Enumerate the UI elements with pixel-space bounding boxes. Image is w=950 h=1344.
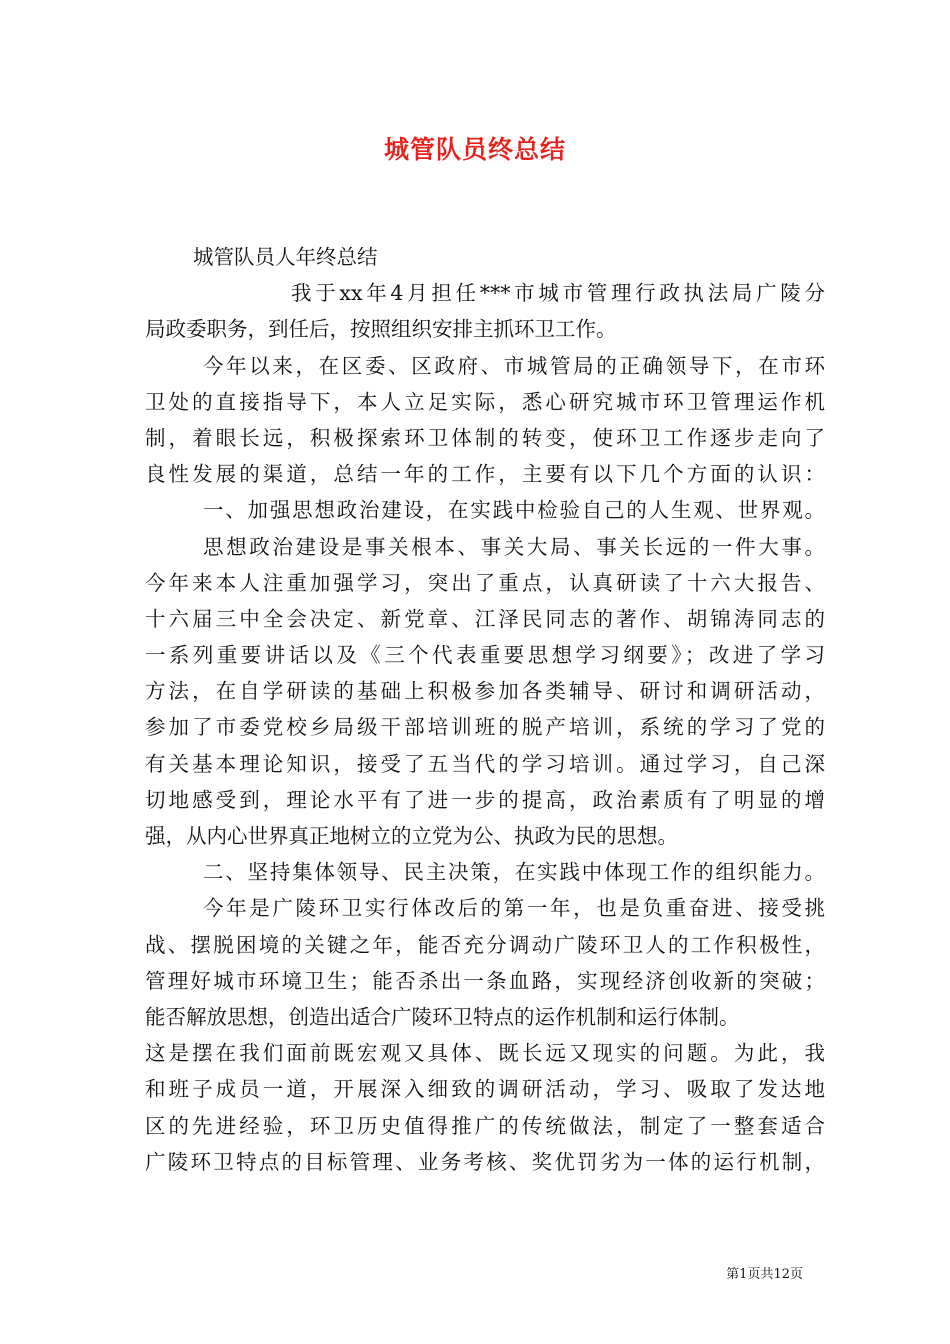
body-line: 切地感受到，理论水平有了进一步的提高，政治素质有了明显的增 — [145, 787, 825, 812]
body-line: 制，着眼长远，积极探索环卫体制的转变，使环卫工作逐步走向了 — [145, 425, 825, 450]
body-line: 强，从内心世界真正地树立的立党为公、执政为民的思想。 — [145, 824, 678, 848]
body-line: 今年来本人注重加强学习，突出了重点，认真研读了十六大报告、 — [145, 570, 825, 595]
body-line: 方法，在自学研读的基础上积极参加各类辅导、研讨和调研活动， — [145, 679, 825, 704]
page-number: 第1页共12页 — [726, 1267, 803, 1282]
document-body — [145, 239, 825, 1180]
body-line: 局政委职务，到任后，按照组织安排主抓环卫工作。 — [145, 317, 617, 342]
body-line: 今年是广陵环卫实行体改后的第一年，也是负重奋进、接受挑 — [203, 896, 825, 921]
body-line: 参加了市委党校乡局级干部培训班的脱产培训，系统的学习了党的 — [145, 715, 825, 740]
body-line: 一系列重要讲话以及《三个代表重要思想学习纲要》；改进了学习 — [145, 643, 825, 668]
body-line: 今年以来，在区委、区政府、市城管局的正确领导下，在市环 — [203, 353, 825, 378]
body-line: 二、坚持集体领导、民主决策，在实践中体现工作的组织能力。 — [203, 860, 825, 885]
body-line: 良性发展的渠道，总结一年的工作，主要有以下几个方面的认识： — [145, 462, 825, 487]
document-title: 城管队员终总结 — [383, 135, 566, 164]
body-line: 和班子成员一道，开展深入细致的调研活动，学习、吸取了发达地 — [145, 1077, 825, 1102]
body-line: 一、加强思想政治建设，在实践中检验自己的人生观、世界观。 — [203, 498, 825, 523]
body-line: 城管队员人年终总结 — [193, 245, 378, 269]
body-line: 战、摆脱困境的关键之年，能否充分调动广陵环卫人的工作积极性， — [145, 932, 825, 957]
body-line: 能否解放思想，创造出适合广陵环卫特点的运作机制和运行体制。 — [145, 1004, 740, 1029]
body-line: 思想政治建设是事关根本、事关大局、事关长远的一件大事。 — [203, 534, 825, 559]
body-line: 区的先进经验，环卫历史值得推广的传统做法，制定了一整套适合 — [145, 1113, 825, 1138]
body-line: 卫处的直接指导下，本人立足实际，悉心研究城市环卫管理运作机 — [145, 389, 825, 414]
body-line: 十六届三中全会决定、新党章、江泽民同志的著作、胡锦涛同志的 — [145, 606, 825, 631]
body-line: 广陵环卫特点的目标管理、业务考核、奖优罚劣为一体的运行机制， — [145, 1149, 825, 1174]
body-line: 这是摆在我们面前既宏观又具体、既长远又现实的问题。为此，我 — [145, 1041, 825, 1066]
body-line: 有关基本理论知识，接受了五当代的学习培训。通过学习，自己深 — [145, 751, 825, 776]
body-line: 管理好城市环境卫生；能否杀出一条血路，实现经济创收新的突破； — [145, 968, 825, 993]
body-line: 我于xx年4月担任***市城市管理行政执法局广陵分 — [291, 281, 825, 306]
